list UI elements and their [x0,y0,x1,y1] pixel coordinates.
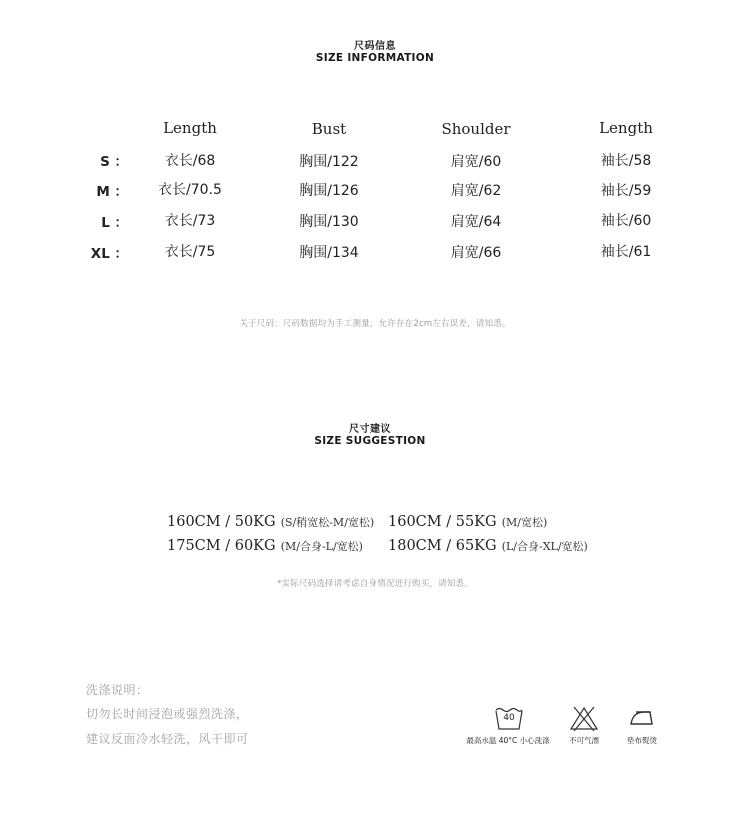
column-header-length: Length [163,119,217,137]
column-header-shoulder: Shoulder [441,120,511,138]
suggestion-height-weight: 180CM / 65KG [388,538,497,554]
suggestion-height-weight: 175CM / 60KG [167,538,276,554]
suggestion-height-weight: 160CM / 55KG [388,514,497,530]
suggestion-fit: (S/稍宽松-M/宽松) [280,516,375,529]
size-m-shoulder: 肩宽/62 [450,183,502,199]
size-info-title-cn: 尺码信息 [354,41,396,52]
size-l-sleeve: 袖长/60 [600,213,652,229]
size-s-sleeve: 袖长/58 [600,153,652,169]
suggestion-height-weight: 160CM / 50KG [167,514,276,530]
size-l-bust: 胸围/130 [299,214,359,230]
size-m-sleeve: 袖长/59 [600,183,652,199]
size-xl-bust: 胸围/134 [299,245,359,261]
size-suggestion-title-cn: 尺寸建议 [349,424,391,435]
suggestion-item [388,535,588,554]
size-xl-sleeve: 袖长/61 [600,244,652,260]
no-bleach-label: 不可气漂 [569,736,599,745]
suggestion-fit: (M/合身-L/宽松) [280,540,363,553]
size-l-shoulder: 肩宽/64 [450,214,502,230]
suggestion-item [388,511,547,530]
size-m-length: 衣长/70.5 [158,182,222,198]
size-s-bust: 胸围/122 [299,154,359,170]
iron-label: 垫布熨烫 [627,736,657,745]
size-suggestion-title-en: SIZE SUGGESTION [314,435,426,447]
care-title: 洗涤说明： [86,683,149,697]
size-measurement-note: 关于尺码：尺码数据均为手工测量，允许存在2cm左右误差，请知悉。 [239,319,511,329]
size-s-length: 衣长/68 [164,153,216,169]
size-row-label-l: L ： [101,215,128,231]
no-bleach-icon [566,704,602,732]
wash-temperature: 40 [503,713,515,723]
suggestion-fit: (M/宽松) [501,516,548,529]
iron-icon [624,704,660,732]
care-line-1: 切勿长时间浸泡或强烈洗涤， [86,707,249,721]
suggestion-item [167,535,363,554]
size-info-title-en: SIZE INFORMATION [315,52,435,64]
size-l-length: 衣长/73 [164,213,216,229]
suggestion-item [167,511,374,530]
wash-40-icon [491,704,527,732]
size-xl-shoulder: 肩宽/66 [450,245,502,261]
size-m-bust: 胸围/126 [299,183,359,199]
size-s-shoulder: 肩宽/60 [450,154,502,170]
wash-40-label: 最高水温 40°C 小心洗涤 [466,736,550,745]
size-row-label-xl: XL ： [90,246,128,262]
size-row-label-s: S ： [100,154,128,170]
size-xl-length: 衣长/75 [164,244,216,260]
column-header-sleeve-length: Length [599,119,653,137]
size-suggestion-note: *实际尺码选择请考虑自身情况进行购买，请知悉。 [277,579,473,589]
column-header-bust: Bust [311,120,347,138]
care-line-2: 建议反面冷水轻洗，风干即可 [86,732,249,746]
suggestion-fit: (L/合身-XL/宽松) [501,540,588,553]
size-row-label-m: M ： [96,184,128,200]
